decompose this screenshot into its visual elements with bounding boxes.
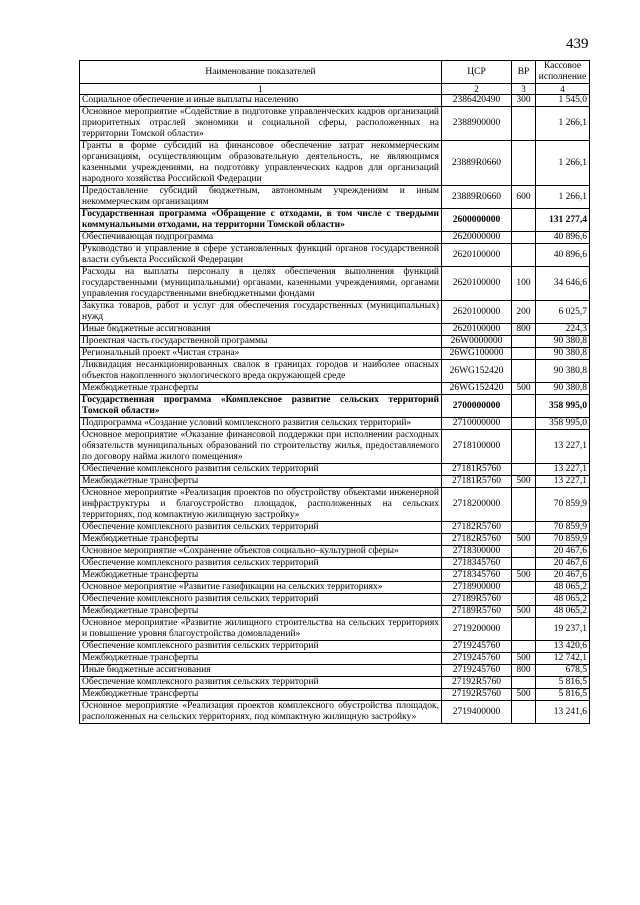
table-row <box>80 360 590 383</box>
table-row <box>80 606 590 618</box>
cell-name: Основное мероприятие «Реализация проектов комплексного обустройства площадок, расположенных на сельских территориях, под компактную жилищную застройку» <box>80 701 442 724</box>
cell-amount: 90 380,8 <box>536 360 590 383</box>
cell-name: Межбюджетные трансферты <box>80 476 442 488</box>
cell-vr <box>512 430 536 464</box>
cell-csr: 2719245760 <box>442 665 512 677</box>
table-row <box>80 232 590 244</box>
table-row <box>80 488 590 522</box>
cell-name: Межбюджетные трансферты <box>80 689 442 701</box>
cell-vr <box>512 488 536 522</box>
cell-csr: 2718345760 <box>442 558 512 570</box>
cell-vr <box>512 107 536 141</box>
cell-csr: 27189R5760 <box>442 606 512 618</box>
cell-name: Подпрограмма «Создание условий комплексного развития сельских территорий» <box>80 418 442 430</box>
cell-csr: 27181R5760 <box>442 464 512 476</box>
cell-name: Предоставление субсидий бюджетным, автономным учреждениям и иным некоммерческим организациям <box>80 186 442 209</box>
cell-vr: 800 <box>512 324 536 336</box>
cell-csr: 2719245760 <box>442 653 512 665</box>
cell-csr: 2600000000 <box>442 209 512 232</box>
cell-amount: 5 816,5 <box>536 677 590 689</box>
cell-vr: 200 <box>512 301 536 324</box>
cell-amount: 90 380,8 <box>536 348 590 360</box>
table-row <box>80 570 590 582</box>
cell-csr: 23889R0660 <box>442 141 512 186</box>
table-row <box>80 653 590 665</box>
cell-csr: 26WG152420 <box>442 383 512 395</box>
cell-amount: 1 545,0 <box>536 95 590 107</box>
cell-name: Обеспечивающая подпрограмма <box>80 232 442 244</box>
cell-name: Основное мероприятие «Реализация проектов по обустройству объектами инженерной инфраструктуры и благоустройство площадок, расположенных на сельских территориях, под компактную жилищную застройку» <box>80 488 442 522</box>
cell-csr: 26WG100000 <box>442 348 512 360</box>
cell-vr: 500 <box>512 383 536 395</box>
cell-vr <box>512 395 536 418</box>
cell-csr: 2388900000 <box>442 107 512 141</box>
cell-csr: 2710000000 <box>442 418 512 430</box>
cell-csr: 27182R5760 <box>442 522 512 534</box>
cell-csr: 2719245760 <box>442 641 512 653</box>
cell-vr <box>512 418 536 430</box>
table-row <box>80 677 590 689</box>
cell-vr: 600 <box>512 186 536 209</box>
cell-vr: 500 <box>512 570 536 582</box>
cell-name: Обеспечение комплексного развития сельских территорий <box>80 464 442 476</box>
table-row <box>80 418 590 430</box>
cell-name: Основное мероприятие «Развитие газификации на сельских территориях» <box>80 582 442 594</box>
table-row <box>80 665 590 677</box>
cell-name: Межбюджетные трансферты <box>80 534 442 546</box>
table-row <box>80 186 590 209</box>
table-row <box>80 244 590 267</box>
cell-vr <box>512 546 536 558</box>
column-header-amount: Кассовое исполнение <box>536 61 590 84</box>
table-row <box>80 348 590 360</box>
cell-vr <box>512 677 536 689</box>
cell-amount: 13 241,6 <box>536 701 590 724</box>
cell-csr: 2718900000 <box>442 582 512 594</box>
cell-name: Расходы на выплаты персоналу в целях обеспечения выполнения функций государственными (муниципальными) органами, казенными учреждениями, органами управления государственными внебюджетными фондами <box>80 267 442 301</box>
cell-name: Обеспечение комплексного развития сельских территорий <box>80 522 442 534</box>
cell-name: Межбюджетные трансферты <box>80 570 442 582</box>
cell-name: Проектная часть государственной программы <box>80 336 442 348</box>
cell-amount: 48 065,2 <box>536 594 590 606</box>
column-header-name: Наименование показателей <box>80 61 442 84</box>
cell-amount: 1 266,1 <box>536 107 590 141</box>
cell-vr <box>512 232 536 244</box>
table-row <box>80 324 590 336</box>
cell-amount: 20 467,6 <box>536 570 590 582</box>
cell-name: Иные бюджетные ассигнования <box>80 324 442 336</box>
table-row <box>80 618 590 641</box>
table-row <box>80 641 590 653</box>
table-row <box>80 558 590 570</box>
column-number-row <box>80 84 590 95</box>
cell-amount: 20 467,6 <box>536 558 590 570</box>
table-row <box>80 689 590 701</box>
cell-vr <box>512 209 536 232</box>
table-row <box>80 267 590 301</box>
table-row <box>80 107 590 141</box>
cell-csr: 2620100000 <box>442 324 512 336</box>
cell-name: Межбюджетные трансферты <box>80 383 442 395</box>
cell-vr: 500 <box>512 476 536 488</box>
cell-name: Ликвидация несанкционированных свалок в границах городов и наиболее опасных объектов накопленного экологического вреда окружающей среде <box>80 360 442 383</box>
column-number: 4 <box>536 84 590 95</box>
cell-vr <box>512 336 536 348</box>
cell-amount: 6 025,7 <box>536 301 590 324</box>
table-row <box>80 209 590 232</box>
cell-amount: 358 995,0 <box>536 418 590 430</box>
cell-csr: 2718100000 <box>442 430 512 464</box>
table-row <box>80 301 590 324</box>
cell-name: Государственная программа «Комплексное развитие сельских территорий Томской области» <box>80 395 442 418</box>
budget-execution-table <box>79 60 590 724</box>
cell-amount: 13 227,1 <box>536 430 590 464</box>
cell-vr <box>512 641 536 653</box>
cell-name: Гранты в форме субсидий на финансовое обеспечение затрат некоммерческим организациям, осуществляющим образовательную деятельность, не являющимся казенными учреждениями, на подготовку управленческих кадров для организаций народного хозяйства Российской Федерации <box>80 141 442 186</box>
column-number: 3 <box>512 84 536 95</box>
cell-vr: 300 <box>512 95 536 107</box>
cell-name: Государственная программа «Обращение с отходами, в том числе с твердыми коммунальными отходами, на территории Томской области» <box>80 209 442 232</box>
cell-amount: 19 237,1 <box>536 618 590 641</box>
table-row <box>80 534 590 546</box>
cell-vr <box>512 464 536 476</box>
table-row <box>80 582 590 594</box>
table-header-row <box>80 61 590 84</box>
cell-amount: 358 995,0 <box>536 395 590 418</box>
cell-amount: 40 896,6 <box>536 244 590 267</box>
cell-csr: 27181R5760 <box>442 476 512 488</box>
cell-csr: 2718300000 <box>442 546 512 558</box>
cell-amount: 13 420,6 <box>536 641 590 653</box>
table-row <box>80 464 590 476</box>
cell-name: Межбюджетные трансферты <box>80 606 442 618</box>
cell-vr: 800 <box>512 665 536 677</box>
cell-amount: 48 065,2 <box>536 606 590 618</box>
cell-csr: 2718345760 <box>442 570 512 582</box>
cell-amount: 70 859,9 <box>536 522 590 534</box>
table-row <box>80 430 590 464</box>
cell-amount: 224,3 <box>536 324 590 336</box>
cell-vr <box>512 618 536 641</box>
cell-csr: 27182R5760 <box>442 534 512 546</box>
cell-vr <box>512 141 536 186</box>
cell-csr: 26WG152420 <box>442 360 512 383</box>
cell-amount: 13 227,1 <box>536 464 590 476</box>
cell-amount: 34 646,6 <box>536 267 590 301</box>
page-number: 439 <box>566 36 589 52</box>
cell-amount: 131 277,4 <box>536 209 590 232</box>
cell-amount: 1 266,1 <box>536 186 590 209</box>
table-row <box>80 395 590 418</box>
table-row <box>80 95 590 107</box>
cell-name: Закупка товаров, работ и услуг для обеспечения государственных (муниципальных) нужд <box>80 301 442 324</box>
cell-amount: 90 380,8 <box>536 336 590 348</box>
cell-vr <box>512 244 536 267</box>
cell-name: Основное мероприятие «Сохранение объектов социально–культурной сферы» <box>80 546 442 558</box>
cell-vr <box>512 348 536 360</box>
table-row <box>80 546 590 558</box>
cell-amount: 5 816,5 <box>536 689 590 701</box>
cell-csr: 2620100000 <box>442 244 512 267</box>
cell-csr: 2719400000 <box>442 701 512 724</box>
cell-amount: 678,5 <box>536 665 590 677</box>
cell-vr <box>512 594 536 606</box>
table-row <box>80 701 590 724</box>
table-row <box>80 336 590 348</box>
cell-vr <box>512 701 536 724</box>
cell-amount: 12 742,1 <box>536 653 590 665</box>
table-row <box>80 476 590 488</box>
cell-csr: 27192R5760 <box>442 689 512 701</box>
cell-amount: 40 896,6 <box>536 232 590 244</box>
cell-amount: 70 859,9 <box>536 488 590 522</box>
cell-csr: 26W0000000 <box>442 336 512 348</box>
cell-amount: 13 227,1 <box>536 476 590 488</box>
cell-vr <box>512 522 536 534</box>
cell-csr: 2620100000 <box>442 301 512 324</box>
cell-vr: 500 <box>512 534 536 546</box>
column-number: 2 <box>442 84 512 95</box>
cell-vr <box>512 558 536 570</box>
cell-vr: 100 <box>512 267 536 301</box>
cell-name: Основное мероприятие «Развитие жилищного строительства на сельских территориях и повышение уровня благоустройства домовладений» <box>80 618 442 641</box>
cell-csr: 23889R0660 <box>442 186 512 209</box>
cell-csr: 2718200000 <box>442 488 512 522</box>
cell-csr: 27192R5760 <box>442 677 512 689</box>
column-header-vr: ВР <box>512 61 536 84</box>
cell-vr <box>512 582 536 594</box>
cell-name: Обеспечение комплексного развития сельских территорий <box>80 558 442 570</box>
cell-csr: 2719200000 <box>442 618 512 641</box>
cell-name: Обеспечение комплексного развития сельских территорий <box>80 594 442 606</box>
cell-name: Иные бюджетные ассигнования <box>80 665 442 677</box>
column-number: 1 <box>80 84 442 95</box>
cell-name: Основное мероприятие «Оказание финансовой поддержки при исполнении расходных обязательств муниципальных образований по строительству жилья, предоставляемого по договору найма жилого помещения» <box>80 430 442 464</box>
cell-vr: 500 <box>512 689 536 701</box>
cell-name: Межбюджетные трансферты <box>80 653 442 665</box>
table-row <box>80 141 590 186</box>
table-row <box>80 383 590 395</box>
cell-name: Основное мероприятие «Содействие в подготовке управленческих кадров организаций приоритетных отраслей экономики и социальной сферы, расположенных на территории Томской области» <box>80 107 442 141</box>
cell-csr: 2620100000 <box>442 267 512 301</box>
cell-amount: 48 065,2 <box>536 582 590 594</box>
cell-amount: 1 266,1 <box>536 141 590 186</box>
cell-name: Обеспечение комплексного развития сельских территорий <box>80 677 442 689</box>
cell-name: Руководство и управление в сфере установленных функций органов государственной власти субъекта Российской Федерации <box>80 244 442 267</box>
table-body <box>80 95 590 724</box>
column-header-csr: ЦСР <box>442 61 512 84</box>
cell-csr: 2386420490 <box>442 95 512 107</box>
cell-amount: 20 467,6 <box>536 546 590 558</box>
cell-amount: 70 859,9 <box>536 534 590 546</box>
cell-vr <box>512 360 536 383</box>
cell-name: Социальное обеспечение и иные выплаты населению <box>80 95 442 107</box>
cell-csr: 27189R5760 <box>442 594 512 606</box>
cell-csr: 2700000000 <box>442 395 512 418</box>
cell-name: Региональный проект «Чистая страна» <box>80 348 442 360</box>
cell-name: Обеспечение комплексного развития сельских территорий <box>80 641 442 653</box>
cell-csr: 2620000000 <box>442 232 512 244</box>
cell-vr: 500 <box>512 606 536 618</box>
table-row <box>80 522 590 534</box>
table-row <box>80 594 590 606</box>
cell-amount: 90 380,8 <box>536 383 590 395</box>
cell-vr: 500 <box>512 653 536 665</box>
